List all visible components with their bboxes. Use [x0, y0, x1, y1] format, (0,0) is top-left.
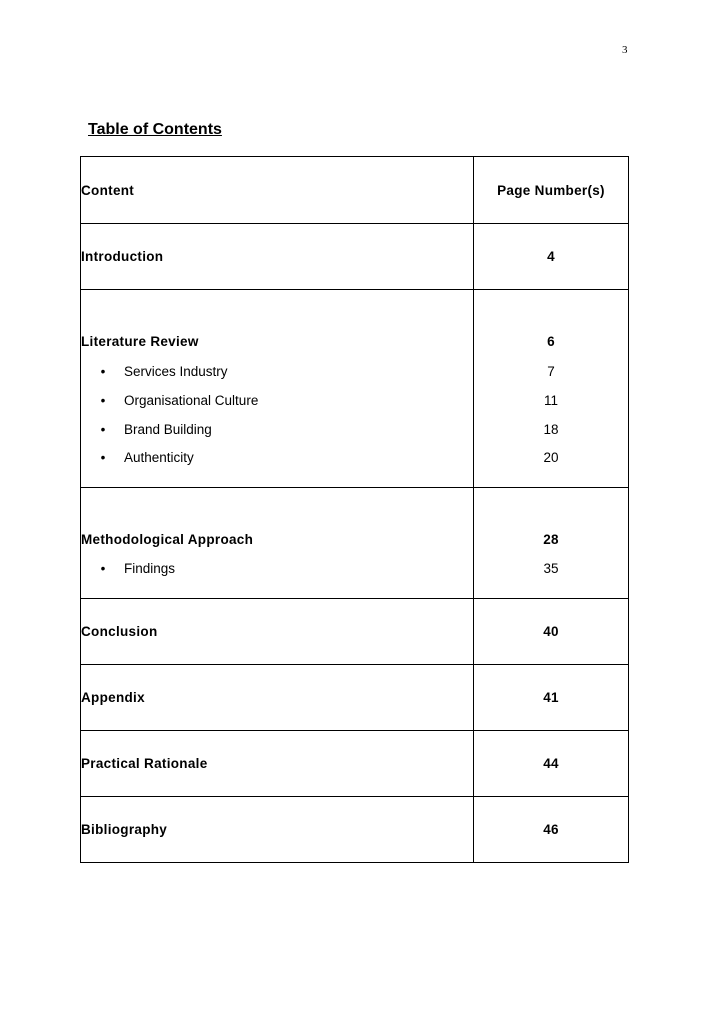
page-number: 3	[622, 44, 628, 56]
subsection-label-cell	[81, 444, 474, 488]
toc-subsection-row	[81, 357, 629, 386]
section-page-number: 6	[474, 290, 629, 358]
toc-section-row	[81, 665, 629, 731]
bullet-icon: •	[100, 561, 106, 576]
subsection-page-number: 7	[474, 357, 629, 386]
section-page-number: 46	[474, 797, 629, 863]
subsection-label-cell	[81, 357, 474, 386]
section-title: Appendix	[81, 665, 474, 731]
section-page-number: 28	[474, 488, 629, 556]
subsection-page-number: 20	[474, 444, 629, 488]
section-title: Bibliography	[81, 797, 474, 863]
toc-table	[80, 156, 629, 863]
subsection-label-cell	[81, 386, 474, 415]
section-page-number: 44	[474, 731, 629, 797]
toc-header-row	[81, 157, 629, 224]
toc-title: Table of Contents	[88, 121, 222, 138]
bullet-icon: •	[100, 422, 106, 437]
bullet-icon: •	[100, 450, 106, 465]
toc-section-row	[81, 797, 629, 863]
subsection-title: Organisational Culture	[124, 393, 259, 408]
section-title: Conclusion	[81, 599, 474, 665]
subsection-page-number: 18	[474, 415, 629, 444]
section-title: Methodological Approach	[81, 488, 474, 556]
subsection-title: Services Industry	[124, 364, 228, 379]
content-header: Content	[81, 157, 474, 224]
toc-subsection-row	[81, 386, 629, 415]
toc-subsection-row	[81, 555, 629, 599]
section-title: Literature Review	[81, 290, 474, 358]
section-page-number: 40	[474, 599, 629, 665]
subsection-page-number: 11	[474, 386, 629, 415]
bullet-icon: •	[100, 364, 106, 379]
section-page-number: 41	[474, 665, 629, 731]
section-title: Practical Rationale	[81, 731, 474, 797]
subsection-title: Findings	[124, 561, 176, 576]
subsection-title: Authenticity	[124, 450, 194, 465]
subsection-title: Brand Building	[124, 422, 212, 437]
toc-subsection-row	[81, 415, 629, 444]
toc-section-row	[81, 224, 629, 290]
section-title: Introduction	[81, 224, 474, 290]
page-numbers-header: Page Number(s)	[474, 157, 629, 224]
section-page-number: 4	[474, 224, 629, 290]
toc-section-row	[81, 488, 629, 556]
subsection-label-cell	[81, 415, 474, 444]
subsection-label-cell	[81, 555, 474, 599]
toc-section-row	[81, 599, 629, 665]
toc-section-row	[81, 731, 629, 797]
bullet-icon: •	[100, 393, 106, 408]
toc-section-row	[81, 290, 629, 358]
toc-subsection-row	[81, 444, 629, 488]
subsection-page-number: 35	[474, 555, 629, 599]
